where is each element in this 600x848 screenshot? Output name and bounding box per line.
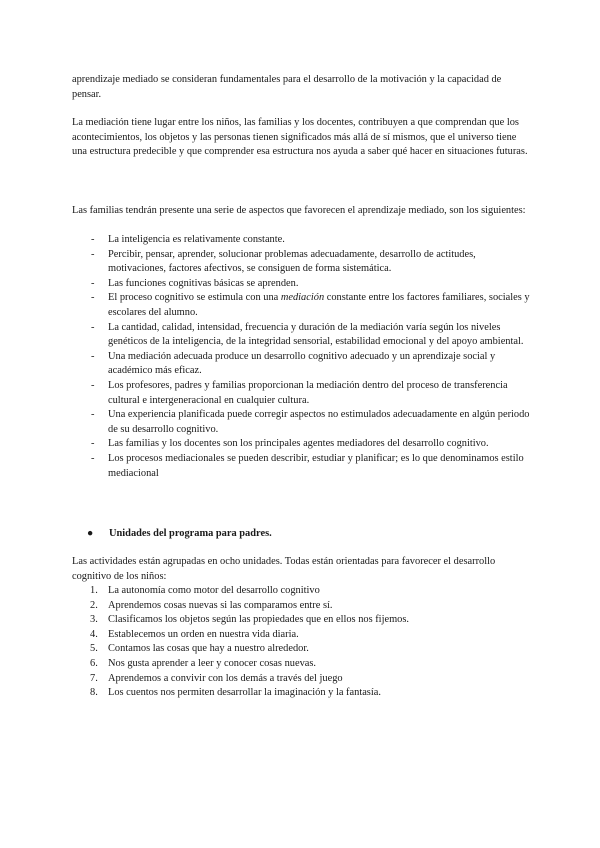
list-item — [72, 291, 532, 320]
section-heading — [87, 527, 272, 542]
list-item-text: Los procesos mediacionales se pueden describir, estudiar y planificar; es lo que denominamos estilo mediacional — [108, 452, 524, 479]
list-item-text: Aprendemos cosas nuevas si las comparamos entre sí. — [108, 599, 333, 611]
list-number: 6. — [90, 657, 98, 669]
list-item — [72, 672, 532, 687]
list-item — [72, 628, 532, 643]
list-number: 2. — [90, 599, 98, 611]
list-item — [72, 437, 532, 452]
list-item — [72, 248, 532, 277]
emphasis-mediacion: mediación — [280, 292, 325, 304]
units-list — [72, 584, 532, 701]
list-item — [72, 599, 532, 614]
list-item-text: Los cuentos nos permiten desarrollar la imaginación y la fantasía. — [108, 687, 381, 699]
list-item-text: Las familias y los docentes son los principales agentes mediadores del desarrollo cognitivo. — [108, 438, 489, 450]
list-item-text: La cantidad, calidad, intensidad, frecuencia y duración de la mediación varía según los niveles genéticos de la inteligencia, de la integridad sensorial, estabilidad emocional y del apoyo ambiental. — [108, 321, 524, 348]
list-number: 8. — [90, 687, 98, 699]
list-number: 3. — [90, 614, 98, 626]
list-item — [72, 408, 532, 437]
list-number: 5. — [90, 643, 98, 655]
list-item — [72, 277, 532, 292]
dash-marker: - — [91, 409, 95, 421]
dash-marker: - — [91, 438, 95, 450]
list-item — [72, 452, 532, 481]
list-item — [72, 613, 532, 628]
paragraph-intro-continuation: aprendizaje mediado se consideran fundamentales para el desarrollo de la motivación y la capacidad de pensar. — [72, 74, 502, 100]
list-item-text: Una mediación adecuada produce un desarrollo cognitivo adecuado y un aprendizaje social y académico más eficaz. — [108, 350, 496, 377]
list-item — [72, 642, 532, 657]
list-item-text: La autonomía como motor del desarrollo cognitivo — [108, 585, 320, 596]
list-item — [72, 657, 532, 672]
list-item — [72, 379, 532, 408]
list-item-text: Establecemos un orden en nuestra vida diaria. — [108, 628, 299, 640]
aspects-list — [72, 233, 532, 481]
section-heading-text: Unidades del programa para padres. — [109, 528, 272, 539]
list-item-text: Nos gusta aprender a leer y conocer cosas nuevas. — [108, 657, 317, 669]
list-item-text: El proceso cognitivo se estimula con una mediación constante entre los factores familiares, sociales y escolares del alumno. — [108, 292, 530, 318]
list-item — [72, 350, 532, 379]
list-number: 1. — [90, 585, 98, 596]
dash-marker: - — [91, 248, 95, 260]
dash-marker: - — [91, 292, 95, 304]
dash-marker: - — [91, 350, 95, 362]
list-item — [72, 233, 532, 248]
list-item — [72, 584, 532, 599]
paragraph-family-aspects: Las familias tendrán presente una serie de aspectos que favorecen el aprendizaje mediado, son los siguientes: — [72, 205, 526, 216]
list-item — [72, 321, 532, 350]
list-item-text: Los profesores, padres y familias proporcionan la mediación dentro del proceso de transferencia cultural e intergeneracional en cualquier cultura. — [108, 379, 508, 406]
list-number: 4. — [90, 628, 98, 640]
list-item-text: Contamos las cosas que hay a nuestro alrededor. — [108, 643, 309, 655]
dash-marker: - — [91, 321, 95, 333]
dash-marker: - — [91, 234, 95, 245]
dash-marker: - — [91, 379, 95, 391]
dash-marker: - — [91, 277, 95, 289]
list-item-text: Las funciones cognitivas básicas se aprenden. — [108, 277, 299, 289]
list-number: 7. — [90, 672, 98, 684]
paragraph-activities: Las actividades están agrupadas en ocho unidades. Todas están orientadas para favorecer el desarrollo cognitivo de los niños: — [72, 556, 496, 582]
list-item-text: Aprendemos a convivir con los demás a través del juego — [108, 672, 343, 684]
bullet-dot-icon: ● — [87, 528, 94, 539]
list-item-text: Percibir, pensar, aprender, solucionar problemas adecuadamente, desarrollo de actitudes, motivaciones, factores afectivos, se consiguen de forma sistemática. — [108, 248, 476, 275]
dash-marker: - — [91, 452, 95, 464]
paragraph-mediation: La mediación tiene lugar entre los niños, las familias y los docentes, contribuyen a que comprendan que los acontecimientos, los objetos y las personas tienen significados más allá de sí mismos, que el universo tiene una estructura predecible y que comprender esa estructura nos ayuda a saber qué hacer en situaciones futuras. — [72, 117, 528, 158]
list-item-text: Clasificamos los objetos según las propiedades que en ellos nos fijemos. — [108, 614, 409, 626]
list-item — [72, 686, 532, 701]
list-item-text: Una experiencia planificada puede corregir aspectos no estimulados adecuadamente en algún periodo de su desarrollo cognitivo. — [108, 409, 530, 435]
list-item-text: La inteligencia es relativamente constante. — [108, 234, 285, 245]
